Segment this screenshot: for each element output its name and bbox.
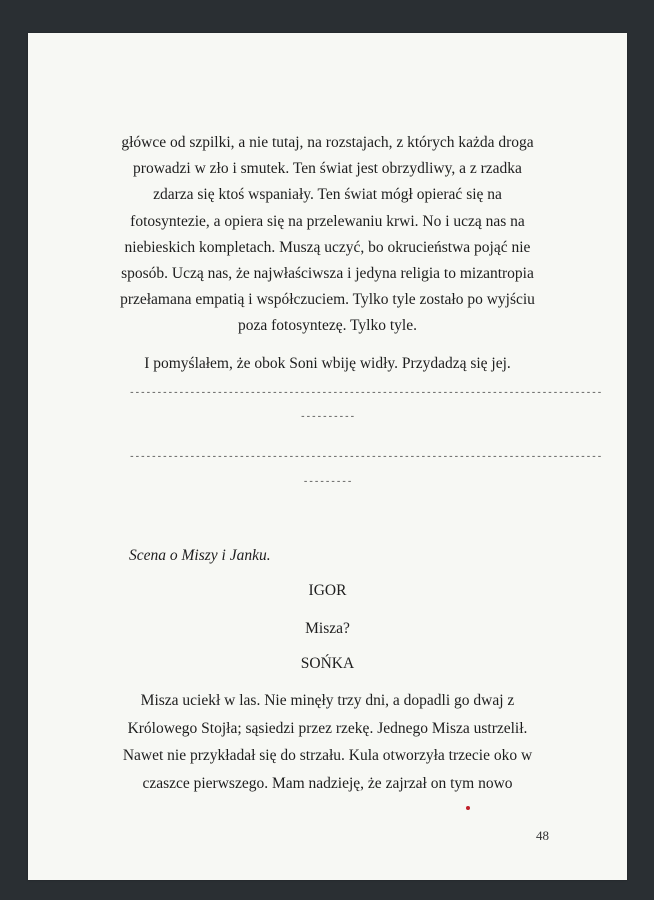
text-line: czaszce pierwszego. Mam nadzieję, że zajrzał on tym nowo bbox=[142, 774, 513, 792]
dialogue-line: Misza? bbox=[305, 620, 350, 637]
paragraph-3 bbox=[28, 687, 627, 797]
text-line: prowadzi w zło i smutek. Ten świat jest obrzydliwy, a z rzadka bbox=[133, 160, 522, 178]
text-line: zdarza się ktoś wspaniały. Ten świat mógł opierać się na bbox=[153, 186, 502, 204]
text-line: Misza uciekł w las. Nie minęły trzy dni, a dopadli go dwaj z bbox=[140, 692, 515, 709]
speaker-name: SOŃKA bbox=[300, 655, 355, 672]
text-line: niebieskich kompletach. Muszą uczyć, bo okrucieństwa pojąć nie bbox=[124, 238, 531, 256]
text-line: sposób. Uczą nas, że najwłaściwsza i jedyna religia to mizantropia bbox=[121, 265, 534, 283]
text-line: główce od szpilki, a nie tutaj, na rozstajach, z których każda droga bbox=[121, 134, 534, 151]
page-number: 48 bbox=[536, 828, 549, 843]
text-line: Królowego Stojła; sąsiedzi przez rzekę. Jednego Misza ustrzelił. bbox=[127, 719, 528, 737]
speaker-name: IGOR bbox=[308, 582, 347, 599]
red-dot-mark bbox=[466, 806, 470, 810]
text-line: poza fotosyntezę. Tylko tyle. bbox=[238, 317, 417, 335]
document-page bbox=[28, 33, 627, 880]
scene-heading: Scena o Miszy i Janku. bbox=[129, 547, 271, 564]
paragraph-2: I pomyślałem, że obok Soni wbiję widły. Przydadzą się jej. bbox=[144, 355, 511, 372]
separator-line: -------------------------------------------------------------------------------------- bbox=[129, 387, 603, 398]
text-line: Nawet nie przykładał się do strzału. Kula otworzyła trzecie oko w bbox=[122, 747, 533, 764]
separator-line: -------------------------------------------------------------------------------------- bbox=[129, 451, 603, 462]
separator-line-continuation: --------- bbox=[302, 476, 353, 487]
text-line: fotosyntezie, a opiera się na przelewaniu krwi. No i uczą nas na bbox=[130, 212, 525, 230]
text-line: przełamana empatią i współczuciem. Tylko tyle zostało po wyjściu bbox=[120, 291, 535, 309]
separator-line-continuation: ---------- bbox=[299, 411, 355, 422]
paragraph-1 bbox=[28, 130, 627, 340]
